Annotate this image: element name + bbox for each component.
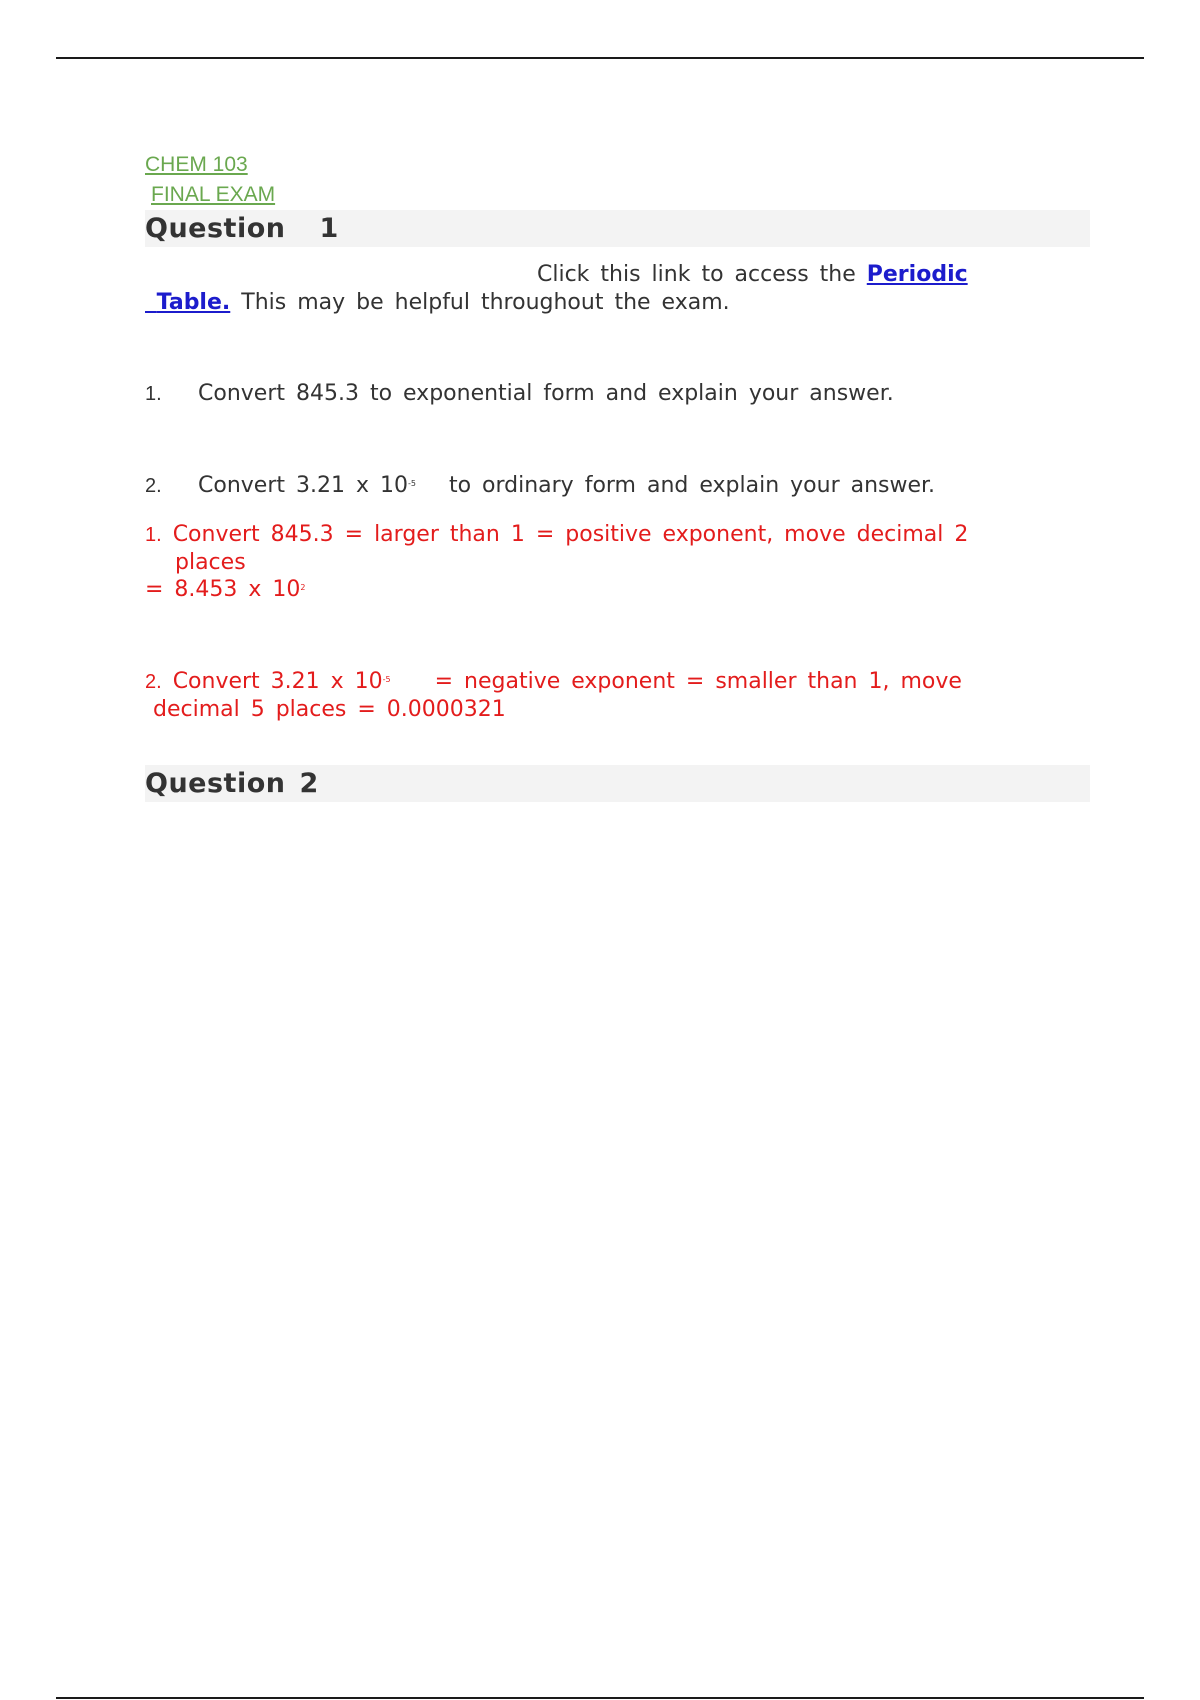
question-item-2 xyxy=(145,471,1090,501)
bottom-rule xyxy=(56,1697,1144,1699)
link-text[interactable]: Table. xyxy=(156,290,231,315)
item-number: 2. xyxy=(145,475,162,497)
answer-line-1-after: = negative exponent = smaller than 1, move xyxy=(434,669,962,694)
question-2-header xyxy=(145,765,1090,802)
question-number: 1 xyxy=(319,213,339,244)
question-item-1 xyxy=(145,379,1090,409)
answer-line-1-before: Convert 3.21 x 10 xyxy=(172,669,383,694)
course-code: CHEM 103 xyxy=(145,153,248,176)
answer-result: = 8.453 x 10 xyxy=(145,577,301,602)
answer-number: 2. xyxy=(145,671,162,693)
answer-line-2: decimal 5 places = 0.0000321 xyxy=(153,697,506,722)
exponent: -5 xyxy=(382,675,391,684)
periodic-table-link-continued[interactable] xyxy=(145,290,230,315)
question-number: 2 xyxy=(299,768,319,799)
exam-title: FINAL EXAM xyxy=(151,183,276,206)
answer-1 xyxy=(145,521,1090,603)
question-label: Question xyxy=(145,213,286,244)
question-1-header xyxy=(145,210,1090,247)
answer-line-1: Convert 845.3 = larger than 1 = positive exponent, move decimal 2 xyxy=(172,522,969,547)
question-label: Question xyxy=(145,768,286,799)
item-number: 1. xyxy=(145,383,162,405)
intro-second-line xyxy=(145,289,1090,317)
exam-document xyxy=(145,150,1090,802)
periodic-table-note xyxy=(145,261,1090,317)
item-text-after: to ordinary form and explain your answer. xyxy=(448,473,936,498)
intro-first-line xyxy=(145,261,1090,289)
exponent: -5 xyxy=(407,479,416,488)
intro-tail-text: This may be helpful throughout the exam. xyxy=(241,290,730,315)
answer-line-3 xyxy=(145,577,306,602)
exponent: 2 xyxy=(300,583,306,592)
answer-number: 1. xyxy=(145,524,162,546)
answer-2 xyxy=(145,668,1090,723)
intro-lead-text: Click this link to access the xyxy=(537,262,856,287)
periodic-table-link[interactable]: Periodic xyxy=(866,262,968,287)
top-rule xyxy=(56,57,1144,59)
item-text-before: Convert 3.21 x 10 xyxy=(198,473,408,498)
item-text: Convert 845.3 to exponential form and explain your answer. xyxy=(198,381,894,406)
answer-line-2: places xyxy=(175,550,246,575)
